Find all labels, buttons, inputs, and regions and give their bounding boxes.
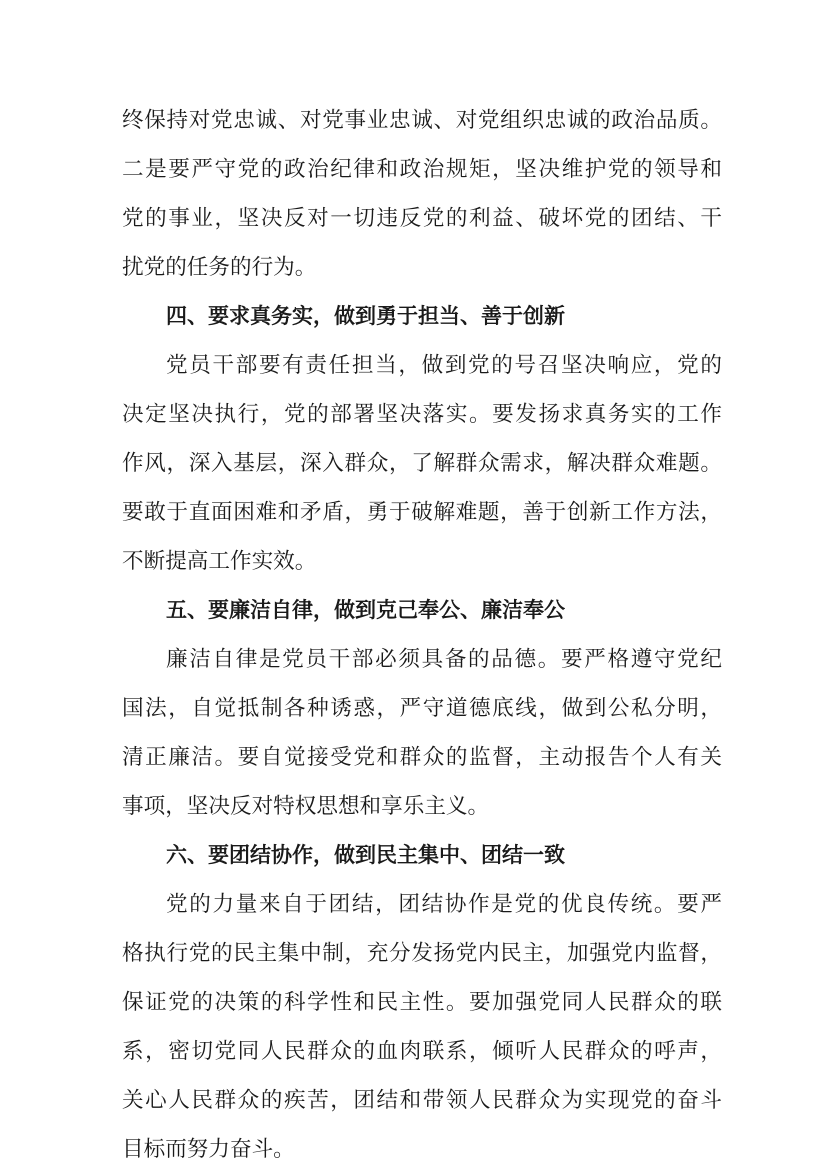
- section-heading: 五、要廉洁自律，做到克己奉公、廉洁奉公: [166, 598, 565, 622]
- paragraph-line: 作风，深入基层，深入群众，了解群众需求，解决群众难题。: [122, 451, 722, 476]
- paragraph-line: 系，密切党同人民群众的血肉联系，倾听人民群众的呼声，: [122, 1039, 722, 1064]
- paragraph-line: 党的事业，坚决反对一切违反党的利益、破坏党的团结、干: [122, 206, 722, 231]
- paragraph-line: 终保持对党忠诚、对党事业忠诚、对党组织忠诚的政治品质。: [122, 108, 722, 133]
- paragraph-line: 党员干部要有责任担当，做到党的号召坚决响应，党的: [166, 353, 722, 378]
- section-heading: 四、要求真务实，做到勇于担当、善于创新: [166, 304, 565, 328]
- paragraph-line: 二是要严守党的政治纪律和政治规矩，坚决维护党的领导和: [122, 157, 722, 182]
- paragraph-line: 目标而努力奋斗。: [122, 1137, 295, 1162]
- section-heading: 六、要团结协作，做到民主集中、团结一致: [166, 843, 565, 867]
- paragraph-line: 格执行党的民主集中制，充分发扬党内民主，加强党内监督，: [122, 941, 722, 966]
- paragraph-line: 要敢于直面困难和矛盾，勇于破解难题，善于创新工作方法，: [122, 500, 722, 525]
- paragraph-line: 国法，自觉抵制各种诱惑，严守道德底线，做到公私分明，: [122, 696, 722, 721]
- paragraph-line: 事项，坚决反对特权思想和享乐主义。: [122, 794, 490, 819]
- paragraph-line: 关心人民群众的疾苦，团结和带领人民群众为实现党的奋斗: [122, 1088, 722, 1113]
- document-body: [122, 96, 722, 1174]
- paragraph-line: 扰党的任务的行为。: [122, 255, 317, 280]
- paragraph-line: 不断提高工作实效。: [122, 549, 317, 574]
- paragraph-line: 保证党的决策的科学性和民主性。要加强党同人民群众的联: [122, 990, 722, 1015]
- paragraph-line: 党的力量来自于团结，团结协作是党的优良传统。要严: [166, 892, 722, 917]
- paragraph-line: 决定坚决执行，党的部署坚决落实。要发扬求真务实的工作: [122, 402, 722, 427]
- paragraph-line: 廉洁自律是党员干部必须具备的品德。要严格遵守党纪: [166, 647, 722, 672]
- paragraph-line: 清正廉洁。要自觉接受党和群众的监督，主动报告个人有关: [122, 745, 722, 770]
